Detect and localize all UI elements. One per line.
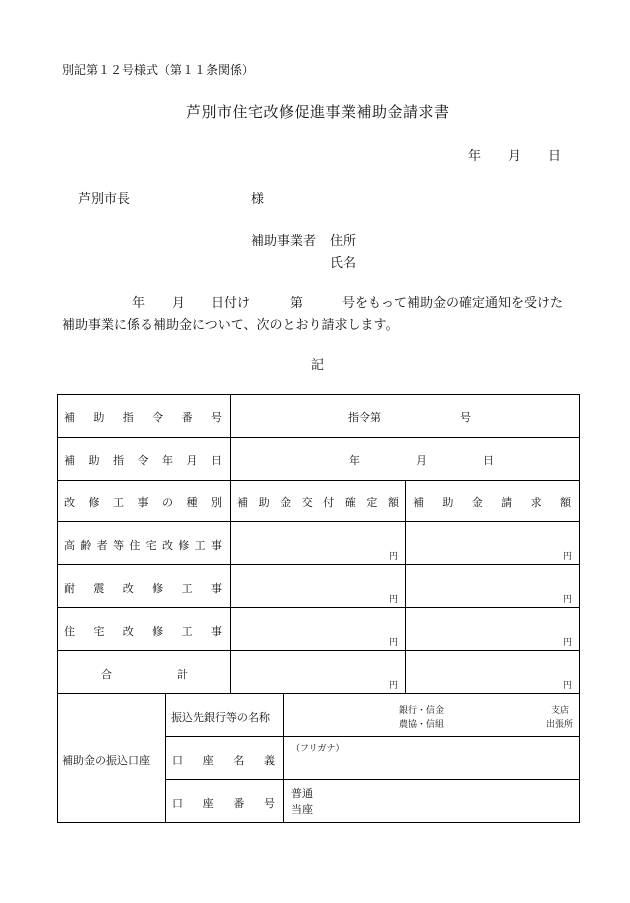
label-char: 年 (162, 454, 173, 467)
label-char: 口 (172, 797, 183, 810)
yen-unit: 円 (389, 681, 399, 691)
label-char: 改 (64, 496, 75, 509)
label-char: 修 (88, 496, 100, 509)
total-label-b: 計 (177, 668, 188, 681)
branch-type2: 出張所 (546, 720, 574, 730)
body-dated: 日付け (211, 296, 251, 311)
account-type2: 当座 (291, 803, 313, 816)
label-char: 事 (137, 496, 149, 509)
label-char: 交 (301, 496, 313, 509)
label-char: 番 (233, 797, 245, 810)
date-month-label: 月 (508, 149, 522, 164)
label-char: 補 (237, 496, 248, 509)
branch-type1: 支店 (551, 706, 570, 716)
ki-heading: 記 (311, 358, 325, 373)
bank-section-label: 補助金の振込口座 (62, 754, 150, 767)
shirei-prefix: 指令第 (348, 411, 381, 424)
label-char: 金 (280, 496, 292, 509)
label-char: 座 (202, 797, 214, 810)
yen-unit: 円 (389, 595, 399, 605)
body-line2: 補助事業に係る補助金について、次のとおり請求します。 (62, 318, 399, 333)
label-char: 請 (501, 496, 513, 509)
bank-type1: 銀行・信金 (399, 706, 445, 716)
label-char: 月 (186, 454, 198, 467)
label-char: 改 (122, 582, 134, 595)
label-char: 金 (471, 496, 483, 509)
label-char: 工 (181, 582, 193, 595)
yen-unit: 円 (389, 638, 399, 648)
label-char: 工 (194, 539, 206, 552)
yen-unit: 円 (389, 552, 399, 562)
label-char: 震 (93, 582, 105, 595)
label-char: 等 (112, 539, 124, 552)
shirei-bango-label (64, 409, 222, 425)
total-label-a: 合 (101, 668, 112, 681)
work-row-label (64, 537, 222, 553)
label-char: 補 (64, 454, 75, 467)
confirmed-amount-header (237, 494, 399, 510)
label-char: 助 (442, 496, 454, 509)
label-char: 高 (64, 539, 75, 552)
bank-name-label: 振込先銀行等の名称 (171, 711, 270, 724)
date-day-label: 日 (548, 149, 562, 164)
label-char: 工 (113, 496, 124, 509)
shirei-date-day: 日 (483, 454, 494, 467)
label-char: 令 (152, 411, 164, 424)
requested-amount-header (413, 494, 571, 510)
label-char: 助 (93, 411, 105, 424)
date-year-label: 年 (468, 149, 482, 164)
label-char: 号 (210, 411, 222, 424)
yen-unit: 円 (563, 552, 573, 562)
addressee-name: 芦別市長 (78, 192, 131, 207)
label-char: 日 (211, 454, 222, 467)
label-char: 者 (96, 539, 108, 552)
label-char: 耐 (64, 582, 75, 595)
label-char: 宅 (145, 539, 157, 552)
applicant-label: 補助事業者 (251, 234, 317, 249)
body-dai: 第 (290, 296, 304, 311)
document-title: 芦別市住宅改修促進事業補助金請求書 (186, 103, 450, 121)
addressee-suffix: 様 (251, 192, 265, 207)
label-char: 別 (211, 496, 222, 509)
label-char: 事 (210, 625, 222, 638)
label-char: の (162, 496, 173, 509)
body-month: 月 (172, 296, 186, 311)
label-char: 定 (366, 496, 378, 509)
label-char: 付 (323, 496, 335, 509)
yen-unit: 円 (563, 595, 573, 605)
label-char: 確 (344, 496, 356, 509)
label-char: 助 (88, 454, 100, 467)
label-char: 改 (161, 539, 173, 552)
work-row-label (64, 623, 222, 639)
label-char: 番 (181, 411, 193, 424)
label-char: 補 (64, 411, 75, 424)
label-char: 工 (181, 625, 193, 638)
label-char: 修 (152, 625, 164, 638)
label-char: 宅 (93, 625, 105, 638)
label-char: 名 (233, 754, 245, 767)
account-holder-label (172, 752, 275, 768)
work-row-label (64, 580, 222, 596)
shirei-date-year: 年 (349, 454, 360, 467)
label-char: 求 (530, 496, 542, 509)
label-char: 口 (172, 754, 183, 767)
label-char: 事 (210, 539, 222, 552)
applicant-address-label: 住所 (330, 234, 357, 249)
body-line1-rest: 号をもって補助金の確定通知を受けた (342, 296, 564, 311)
label-char: 住 (64, 625, 75, 638)
label-char: 義 (263, 754, 275, 767)
label-char: 助 (258, 496, 270, 509)
label-char: 修 (178, 539, 190, 552)
label-char: 住 (129, 539, 141, 552)
account-type1: 普通 (291, 787, 313, 800)
furigana-label: （フリガナ） (291, 744, 345, 754)
yen-unit: 円 (563, 681, 573, 691)
label-char: 齢 (80, 539, 92, 552)
shirei-date-month: 月 (416, 454, 427, 467)
label-char: 事 (210, 582, 222, 595)
label-char: 補 (413, 496, 424, 509)
label-char: 号 (263, 797, 275, 810)
shirei-suffix: 号 (460, 411, 471, 424)
label-char: 座 (202, 754, 214, 767)
work-type-header (64, 494, 222, 510)
label-char: 額 (559, 496, 571, 509)
form-number: 別記第１２号様式（第１１条関係） (62, 63, 255, 77)
label-char: 指 (113, 454, 124, 467)
label-char: 令 (137, 454, 149, 467)
bank-type2: 農協・信組 (399, 720, 445, 730)
label-char: 種 (186, 496, 198, 509)
shirei-date-label (64, 452, 222, 468)
label-char: 指 (122, 411, 134, 424)
label-char: 改 (122, 625, 134, 638)
applicant-name-label: 氏名 (330, 256, 357, 271)
body-year: 年 (132, 296, 146, 311)
account-number-label (172, 795, 275, 811)
label-char: 修 (152, 582, 164, 595)
label-char: 額 (387, 496, 399, 509)
yen-unit: 円 (563, 638, 573, 648)
